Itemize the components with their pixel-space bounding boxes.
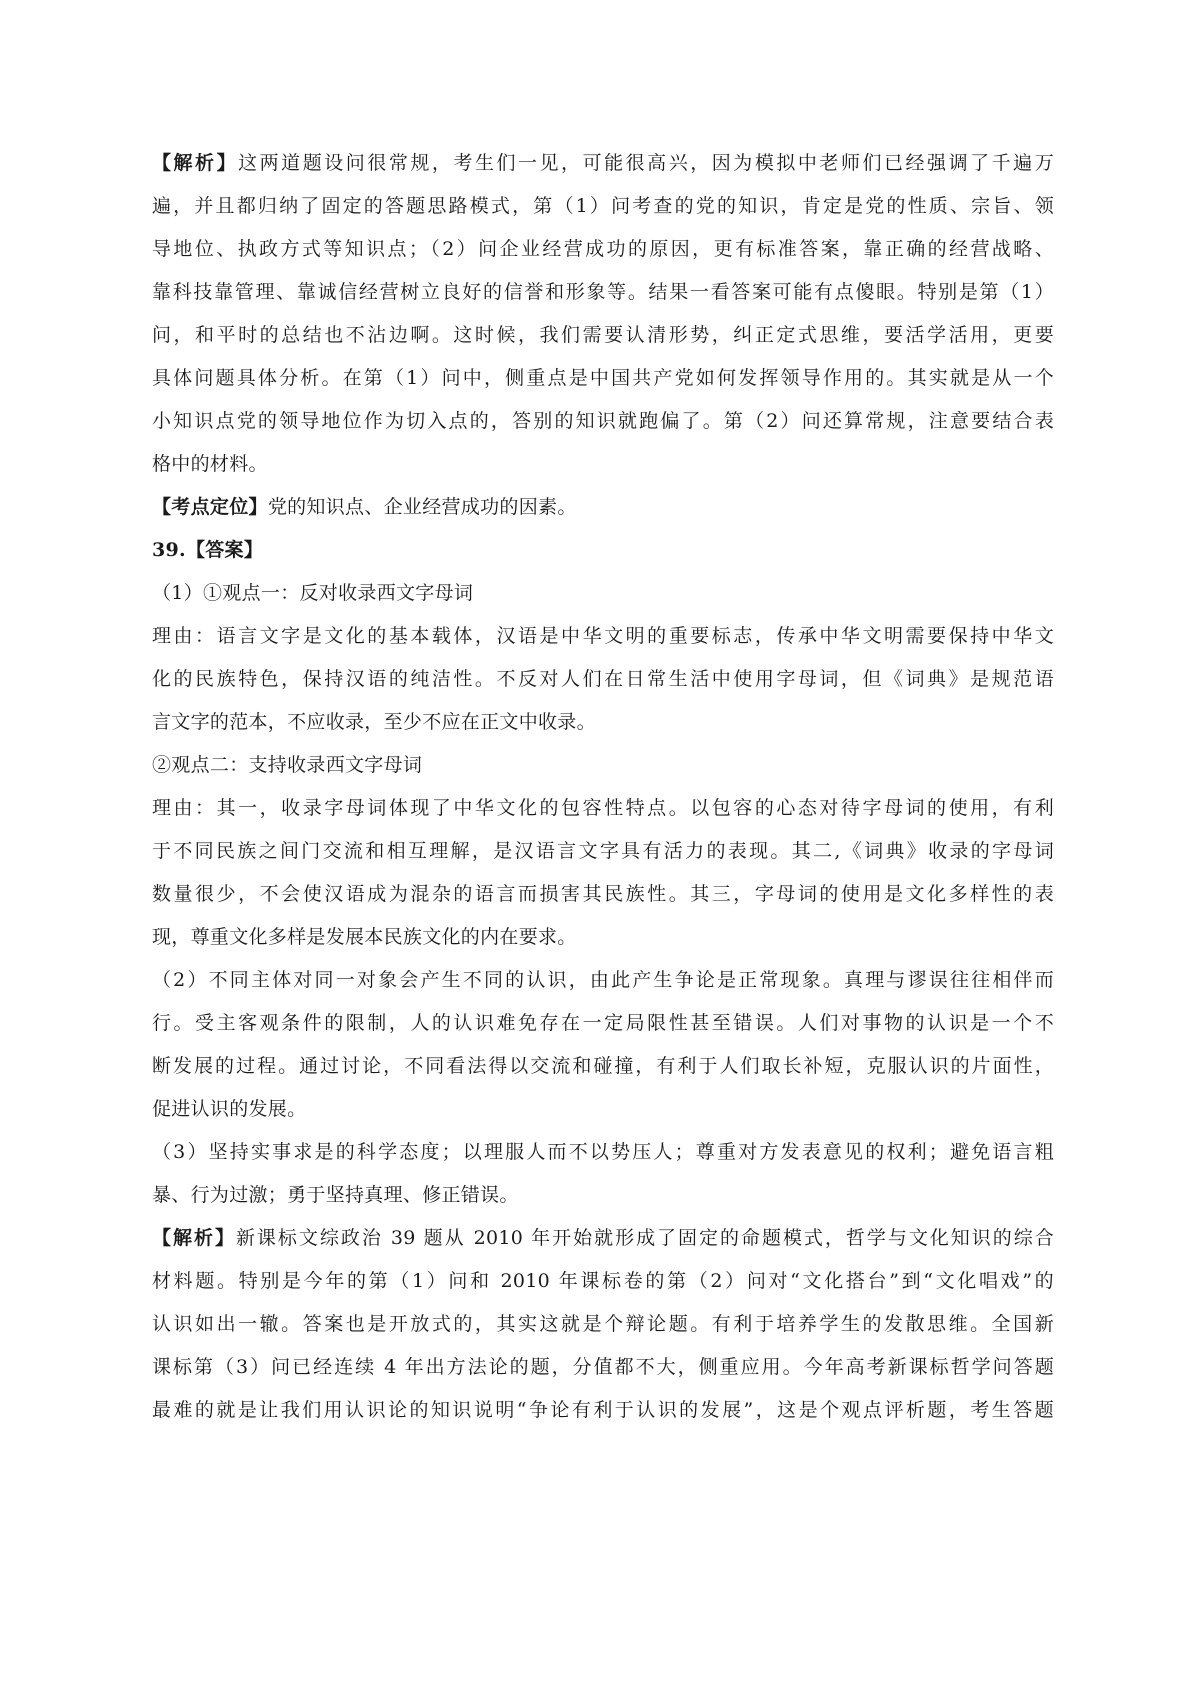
analysis-39-line-5: 最难的就是让我们用认识论的知识说明“争论有利于认识的发展”，这是个观点评析题，考生答题	[152, 1399, 1054, 1421]
q39-p1-heading: （1）①观点一：反对收录西文字母词	[152, 582, 474, 604]
q39-p3-line-1: （2）不同主体对同一对象会产生不同的认识，由此产生争论是正常现象。真理与谬误往往相伴而	[152, 969, 1054, 991]
q39-p2-reason-3: 数量很少，不会使汉语成为混杂的语言而损害其民族性。其三，字母词的使用是文化多样性的表	[152, 883, 1054, 905]
analysis-39-line-2: 材料题。特别是今年的第（1）问和 2010 年课标卷的第（2）问对“文化搭台”到“文化唱戏”的	[152, 1270, 1054, 1292]
analysis-label: 【解析】	[152, 1227, 236, 1249]
q39-p2-reason-1: 理由：其一，收录字母词体现了中华文化的包容性特点。以包容的心态对待字母词的使用，有利	[152, 797, 1054, 819]
q39-p1-reason-2: 化的民族特色，保持汉语的纯洁性。不反对人们在日常生活中使用字母词，但《词典》是规范语	[152, 668, 1054, 690]
analysis-38-line-5: 问，和平时的总结也不沾边啊。这时候，我们需要认清形势，纠正定式思维，要活学活用，更要	[152, 324, 1054, 346]
q39-p1-reason-1: 理由：语言文字是文化的基本载体，汉语是中华文明的重要标志，传承中华文明需要保持中华文	[152, 625, 1054, 647]
q39-p3-line-3: 断发展的过程。通过讨论，不同看法得以交流和碰撞，有利于人们取长补短，克服认识的片面性，	[152, 1055, 1054, 1077]
kaodian-line	[152, 496, 1054, 539]
analysis-38-line-6: 具体问题具体分析。在第（1）问中，侧重点是中国共产党如何发挥领导作用的。其实就是从一个	[152, 367, 1054, 389]
analysis-39-line-3: 认识如出一辙。答案也是开放式的，其实这就是个辩论题。有利于培养学生的发散思维。全国新	[152, 1313, 1054, 1335]
document-page	[152, 152, 1054, 1442]
analysis-39-line-1: 【解析】新课标文综政治 39 题从 2010 年开始就形成了固定的命题模式，哲学与文化知识的综合	[152, 1227, 1054, 1249]
q39-p4-line-1: （3）坚持实事求是的科学态度；以理服人而不以势压人；尊重对方发表意见的权利；避免语言粗	[152, 1141, 1054, 1163]
q39-p2-reason-2: 于不同民族之间门交流和相互理解，是汉语言文字具有活力的表现。其二,《词典》收录的字母词	[152, 840, 1054, 862]
kaodian-label: 【考点定位】	[152, 496, 268, 518]
q39-p2-reason-4: 现，尊重文化多样是发展本民族文化的内在要求。	[152, 926, 577, 948]
analysis-39-line-4: 课标第（3）问已经连续 4 年出方法论的题，分值都不大，侧重应用。今年高考新课标哲学问答题	[152, 1356, 1054, 1378]
analysis-38-line-2: 遍，并且都归纳了固定的答题思路模式，第（1）问考查的党的知识，肯定是党的性质、宗旨、领	[152, 195, 1054, 217]
q39-heading: 39.【答案】	[152, 539, 264, 561]
analysis-label: 【解析】	[152, 152, 239, 174]
analysis-38-line-7: 小知识点党的领导地位作为切入点的，答别的知识就跑偏了。第（2）问还算常规，注意要结合表	[152, 410, 1054, 432]
analysis-38-line-3: 导地位、执政方式等知识点；（2）问企业经营成功的原因，更有标准答案，靠正确的经营战略、	[152, 238, 1054, 260]
q39-p3-line-2: 行。受主客观条件的限制，人的认识难免存在一定局限性甚至错误。人们对事物的认识是一个不	[152, 1012, 1054, 1034]
q39-p3-line-4: 促进认识的发展。	[152, 1098, 307, 1120]
q39-p4-line-2: 暴、行为过激；勇于坚持真理、修正错误。	[152, 1184, 519, 1206]
analysis-38-line-8: 格中的材料。	[152, 453, 268, 475]
q39-p1-reason-3: 言文字的范本，不应收录，至少不应在正文中收录。	[152, 711, 596, 733]
analysis-38-line-1: 【解析】这两道题设问很常规，考生们一见，可能很高兴，因为模拟中老师们已经强调了千遍万	[152, 152, 1054, 174]
kaodian-text: 党的知识点、企业经营成功的因素。	[267, 496, 577, 518]
analysis-38-line-4: 靠科技靠管理、靠诚信经营树立良好的信誉和形象等。结果一看答案可能有点傻眼。特别是第（1）	[152, 281, 1054, 303]
q39-p2-heading: ②观点二：支持收录西文字母词	[152, 754, 423, 776]
